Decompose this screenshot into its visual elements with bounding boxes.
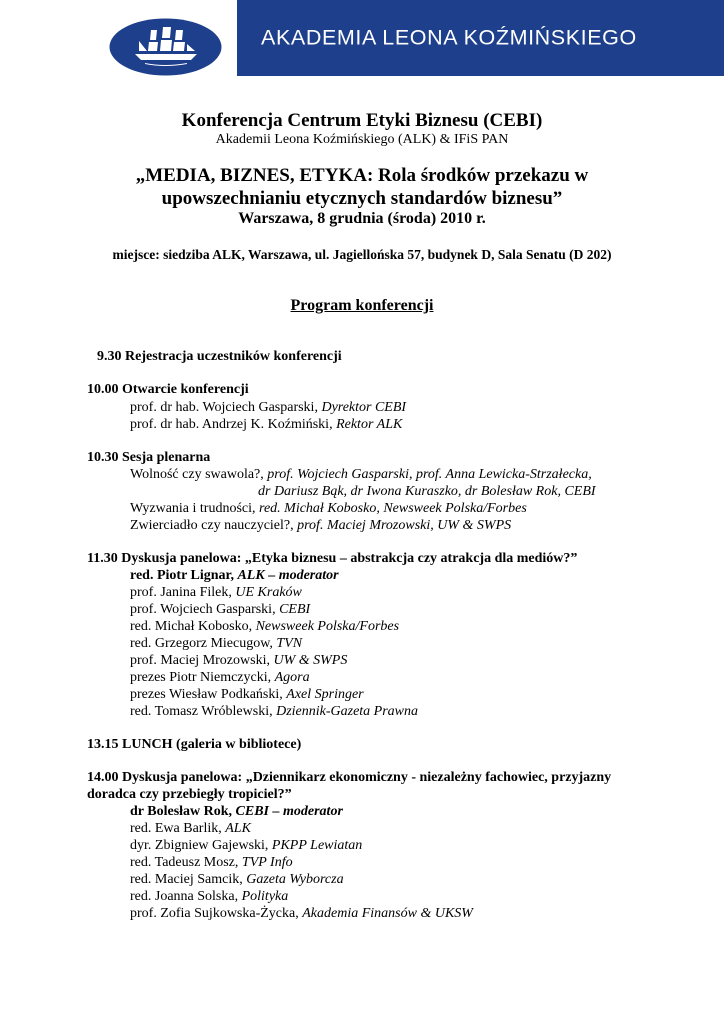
venue-line: miejsce: siedziba ALK, Warszawa, ul. Jagiellońska 57, budynek D, Sala Senatu (D 202): [112, 247, 612, 262]
conference-title: Konferencja Centrum Etyki Biznesu (CEBI): [181, 110, 543, 131]
sailing-ship-icon: [109, 18, 222, 76]
panelist: prof. Zofia Sujkowska-Życka, Akademia Finansów & UKSW: [130, 906, 473, 921]
panelist: red. Michał Kobosko, Newsweek Polska/Forbes: [130, 619, 400, 634]
theme-line-2: upowszechnianiu etycznych standardów biznesu”: [161, 188, 563, 209]
plenary-talk: Wyzwania i trudności, red. Michał Kobosko, Newsweek Polska/Forbes: [130, 501, 527, 516]
plenary-talk: Zwierciadło czy nauczyciel?, prof. Maciej Mrozowski, UW & SWPS: [130, 518, 512, 533]
organizers: Akademii Leona Koźmińskiego (ALK) & IFiS PAN: [215, 132, 509, 147]
panelist: red. Ewa Barlik, ALK: [130, 821, 251, 836]
panel2-title: 14.00 Dyskusja panelowa: „Dziennikarz ekonomiczny - niezależny fachowiec, przyjazny: [87, 770, 612, 785]
brand-name: AKADEMIA LEONA KOŹMIŃSKIEGO: [261, 25, 637, 50]
panelist: red. Maciej Samcik, Gazeta Wyborcza: [130, 872, 344, 887]
plenary-talk: Wolność czy swawola?, prof. Wojciech Gasparski, prof. Anna Lewicka-Strzałecka,: [130, 467, 592, 482]
plenary-title: 10.30 Sesja plenarna: [87, 450, 211, 465]
registration-item: 9.30 Rejestracja uczestników konferencji: [97, 349, 342, 364]
panelist: prezes Piotr Niemczycki, Agora: [130, 670, 310, 685]
panelist: red. Tadeusz Mosz, TVP Info: [130, 855, 293, 870]
panel2-title-cont: doradca czy przebiegły tropiciel?”: [87, 787, 292, 802]
date-line: Warszawa, 8 grudnia (środa) 2010 r.: [238, 210, 486, 227]
plenary-talk-authors: dr Dariusz Bąk, dr Iwona Kuraszko, dr Bolesław Rok, CEBI: [258, 484, 596, 499]
panel2-moderator: dr Bolesław Rok, CEBI – moderator: [130, 804, 343, 819]
conference-theme: [0, 164, 724, 210]
opening-speaker: prof. dr hab. Wojciech Gasparski, Dyrektor CEBI: [130, 400, 407, 415]
lunch-item: 13.15 LUNCH (galeria w bibliotece): [87, 737, 302, 752]
theme-line-1: „MEDIA, BIZNES, ETYKA: Rola środków przekazu w: [135, 165, 589, 186]
panelist: prezes Wiesław Podkański, Axel Springer: [130, 687, 364, 702]
panel1-moderator: red. Piotr Lignar, ALK – moderator: [130, 568, 339, 583]
panelist: red. Tomasz Wróblewski, Dziennik-Gazeta Prawna: [130, 704, 419, 719]
header-band: [237, 0, 724, 76]
program-heading: Program konferencji: [290, 297, 434, 314]
opening-speaker: prof. dr hab. Andrzej K. Koźmiński, Rektor ALK: [130, 417, 403, 432]
panelist: prof. Wojciech Gasparski, CEBI: [130, 602, 311, 617]
panelist: red. Joanna Solska, Polityka: [130, 889, 289, 904]
panelist: dyr. Zbigniew Gajewski, PKPP Lewiatan: [130, 838, 363, 853]
opening-title: 10.00 Otwarcie konferencji: [87, 382, 249, 397]
panelist: prof. Maciej Mrozowski, UW & SWPS: [130, 653, 348, 668]
panelist: prof. Janina Filek, UE Kraków: [130, 585, 302, 600]
panelist: red. Grzegorz Miecugow, TVN: [130, 636, 303, 651]
panel1-title: 11.30 Dyskusja panelowa: „Etyka biznesu – abstrakcja czy atrakcja dla mediów?”: [87, 551, 578, 566]
